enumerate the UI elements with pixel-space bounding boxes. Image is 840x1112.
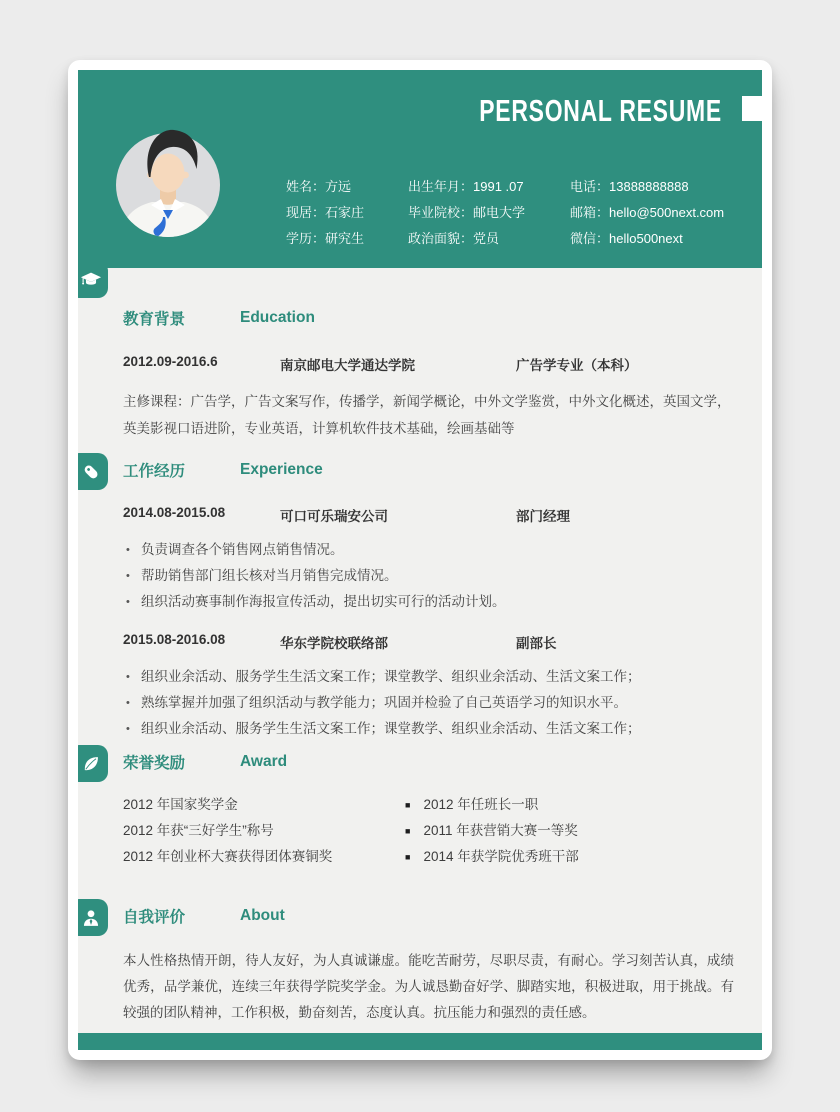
section-title-zh: 工作经历 — [123, 463, 186, 480]
education-period: 2012.09-2016.6 — [123, 354, 218, 369]
mouse-icon — [78, 453, 108, 490]
job-bullet: • 熟练掌握并加强了组织活动与教学能力；巩固并检验了自己英语学习的知识水平。 — [123, 690, 734, 716]
info-field-phone: 电话：13888888888 — [570, 179, 689, 194]
education-section — [78, 268, 762, 442]
about-text: 本人性格热情开朗，待人友好，为人真诚谦虚。能吃苦耐劳，尽职尽责，有耐心。学习刻苦认真，成绩优秀，品学兼优，连续三年获得学院奖学金。为人诚恳勤奋好学、脚踏实地，积极进取，用于挑战。有较强的团队精神，工作积极，勤奋刻苦，态度认真。抗压能力和强烈的责任感。 — [123, 953, 734, 1020]
job-entry — [123, 632, 734, 652]
award-item: 2012 年国家奖学金 — [123, 797, 238, 812]
job-entry — [123, 505, 734, 525]
job-bullet: • 组织业余活动、服务学生生活文案工作；课堂教学、组织业余活动、生活文案工作； — [123, 716, 734, 742]
job-org: 华东学院校联络部 — [280, 636, 388, 651]
section-title-zh: 教育背景 — [123, 311, 186, 328]
award-item: ■ 2011 年获营销大赛一等奖 — [405, 824, 734, 838]
job-bullet: • 组织业余活动、服务学生生活文案工作；课堂教学、组织业余活动、生活文案工作； — [123, 664, 734, 690]
section-title-zh: 荣誉奖励 — [123, 755, 186, 772]
education-entry — [123, 354, 734, 374]
male-avatar-icon — [116, 125, 220, 243]
job-role: 部门经理 — [516, 509, 570, 524]
footer-bar — [78, 1033, 762, 1050]
experience-section — [78, 460, 762, 742]
info-field-name: 姓名：方远 — [286, 179, 352, 194]
info-field-degree: 学历：研究生 — [286, 231, 365, 246]
job-org: 可口可乐瑞安公司 — [280, 509, 388, 524]
info-field-email: 邮箱：hello@500next.com — [570, 205, 725, 220]
resume-header — [78, 70, 762, 268]
person-icon — [78, 899, 108, 936]
resume-body — [78, 268, 762, 1033]
award-item: ■ 2014 年获学院优秀班干部 — [405, 850, 734, 864]
section-title-zh: 自我评价 — [123, 909, 186, 926]
award-item: 2012 年创业杯大赛获得团体赛铜奖 — [123, 849, 333, 864]
info-field-residence: 现居：石家庄 — [286, 205, 365, 220]
about-section — [78, 906, 762, 1026]
avatar — [116, 125, 220, 243]
section-title-en: About — [240, 907, 285, 924]
education-courses: 主修课程：广告学，广告文案写作，传播学，新闻学概论，中外文学鉴赏，中外文化概述，英国文学，英美影视口语进阶，专业英语，计算机软件技术基础，绘画基础等 — [123, 394, 731, 436]
graduation-cap-icon — [78, 268, 108, 298]
job-role: 副部长 — [516, 636, 557, 651]
title-accent-block — [742, 96, 762, 121]
job-bullet: • 组织活动赛事制作海报宣传活动，提出切实可行的活动计划。 — [123, 589, 734, 615]
job-period: 2014.08-2015.08 — [123, 505, 226, 520]
job-bullet: • 帮助销售部门组长核对当月销售完成情况。 — [123, 563, 734, 589]
award-heading — [123, 752, 734, 772]
job-period: 2015.08-2016.08 — [123, 632, 226, 647]
leaf-icon — [78, 745, 108, 782]
job-bullet-list — [123, 664, 734, 742]
section-title-en: Award — [240, 753, 288, 770]
education-major: 广告学专业（本科） — [516, 358, 638, 373]
education-heading — [123, 308, 734, 328]
info-field-wechat: 微信：hello500next — [570, 231, 683, 246]
resume-card — [68, 60, 772, 1060]
about-heading — [123, 906, 734, 926]
experience-heading — [123, 460, 734, 480]
info-field-political: 政治面貌：党员 — [408, 231, 500, 246]
contact-info-grid — [286, 179, 724, 247]
award-grid — [123, 798, 734, 864]
resume-title: PERSONAL RESUME — [479, 93, 722, 128]
award-item: 2012 年获“三好学生”称号 — [123, 823, 274, 838]
job-bullet-list — [123, 537, 734, 615]
education-school: 南京邮电大学通达学院 — [280, 358, 415, 373]
section-title-en: Experience — [240, 461, 323, 478]
section-title-en: Education — [240, 309, 315, 326]
award-section — [78, 752, 762, 864]
award-item: ■ 2012 年任班长一职 — [405, 798, 734, 812]
job-bullet: • 负责调查各个销售网点销售情况。 — [123, 537, 734, 563]
info-field-school: 毕业院校：邮电大学 — [408, 205, 526, 220]
info-field-birth: 出生年月：1991 .07 — [408, 179, 524, 194]
